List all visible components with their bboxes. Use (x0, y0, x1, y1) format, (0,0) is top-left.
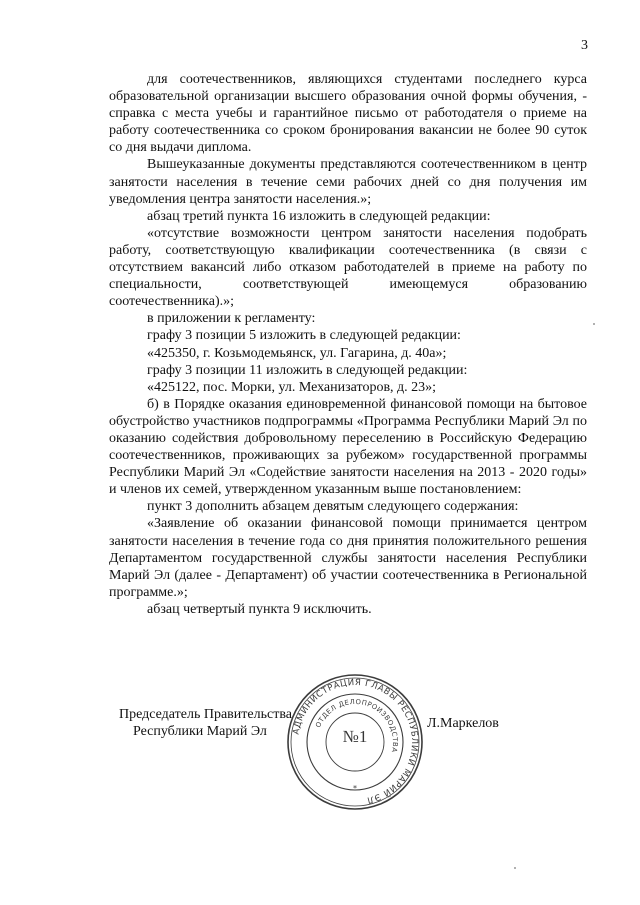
paragraph-students-documents: для соотечественников, являющихся студентами последнего курса образовательной организации высшего образования очной формы обучения, - справка с места учебы и гарантийное письмо от работодателя о приеме на работу соотечественника со сроком бронирования вакансии не более 90 суток со дня выдачи диплома. (109, 72, 587, 156)
paragraph-position5-address: «425350, г. Козьмодемьянск, ул. Гагарина, д. 40а»; (147, 345, 447, 361)
scan-speck (514, 867, 516, 869)
seal-outer-text-path: АДМИНИСТРАЦИЯ ГЛАВЫ РЕСПУБЛИКИ МАРИЙ ЭЛ (291, 677, 420, 805)
paragraph-item16-amendment: абзац третий пункта 16 изложить в следующей редакции: (147, 208, 491, 224)
page-number: 3 (581, 38, 588, 53)
paragraph-appendix-intro: в приложении к регламенту: (147, 311, 316, 327)
paragraph-item3-addition: пункт 3 дополнить абзацем девятым следующего содержания: (147, 499, 519, 515)
paragraph-position11-address: «425122, пос. Морки, ул. Механизаторов, д. 23»; (147, 379, 437, 395)
document-body (109, 71, 587, 618)
seal-star-icon: * (353, 784, 357, 793)
paragraph-documents-submission: Вышеуказанные документы представляются соотечественником в центр занятости населения в течение семи рабочих дней со дня получения им уведомления центра занятости населения.»; (109, 157, 587, 207)
signatory-title-line-2: Республики Марий Эл (133, 724, 267, 739)
signatory-name: Л.Маркелов (427, 716, 499, 731)
scan-speck (593, 323, 595, 325)
paragraph-position5-instruction: графу 3 позиции 5 изложить в следующей редакции: (147, 328, 461, 344)
paragraph-position11-instruction: графу 3 позиции 11 изложить в следующей редакции: (147, 362, 468, 378)
paragraph-item16-new-text: «отсутствие возможности центром занятости населения подобрать работу, соответствующую квалификации соотечественника (в связи с отсутствием вакансий либо отказом работодателей в приеме на работу по специальности, соответствующей имеющемуся образованию соотечественника).»; (109, 225, 587, 310)
paragraph-item3-new-text: «Заявление об оказании финансовой помощи принимается центром занятости населения в течение года со дня принятия положительного решения Департаментом государственной службы занятости населения Республики Марий Эл (далее - Департамент) об участии соотечественника в Региональной программе.»; (109, 516, 587, 600)
signatory-title-line-1: Председатель Правительства (119, 707, 292, 722)
seal-inner-text-path: ОТДЕЛ ДЕЛОПРОИЗВОДСТВА (314, 697, 400, 754)
signature-block (109, 677, 587, 810)
paragraph-item9-exclusion: абзац четвертый пункта 9 исключить. (147, 601, 372, 617)
seal-number: №1 (342, 727, 368, 746)
official-seal (285, 672, 425, 812)
paragraph-financial-aid-procedure: б) в Порядке оказания единовременной финансовой помощи на бытовое обустройство участников подпрограммы «Программа Республики Марий Эл по оказанию содействия добровольному переселению в Российскую Федерацию соотечественников, проживающих за рубежом» государственной программы Республики Марий Эл «Содействие занятости населения на 2013 - 2020 годы» и членов их семей, утвержденном указанным выше постановлением: (109, 396, 587, 498)
